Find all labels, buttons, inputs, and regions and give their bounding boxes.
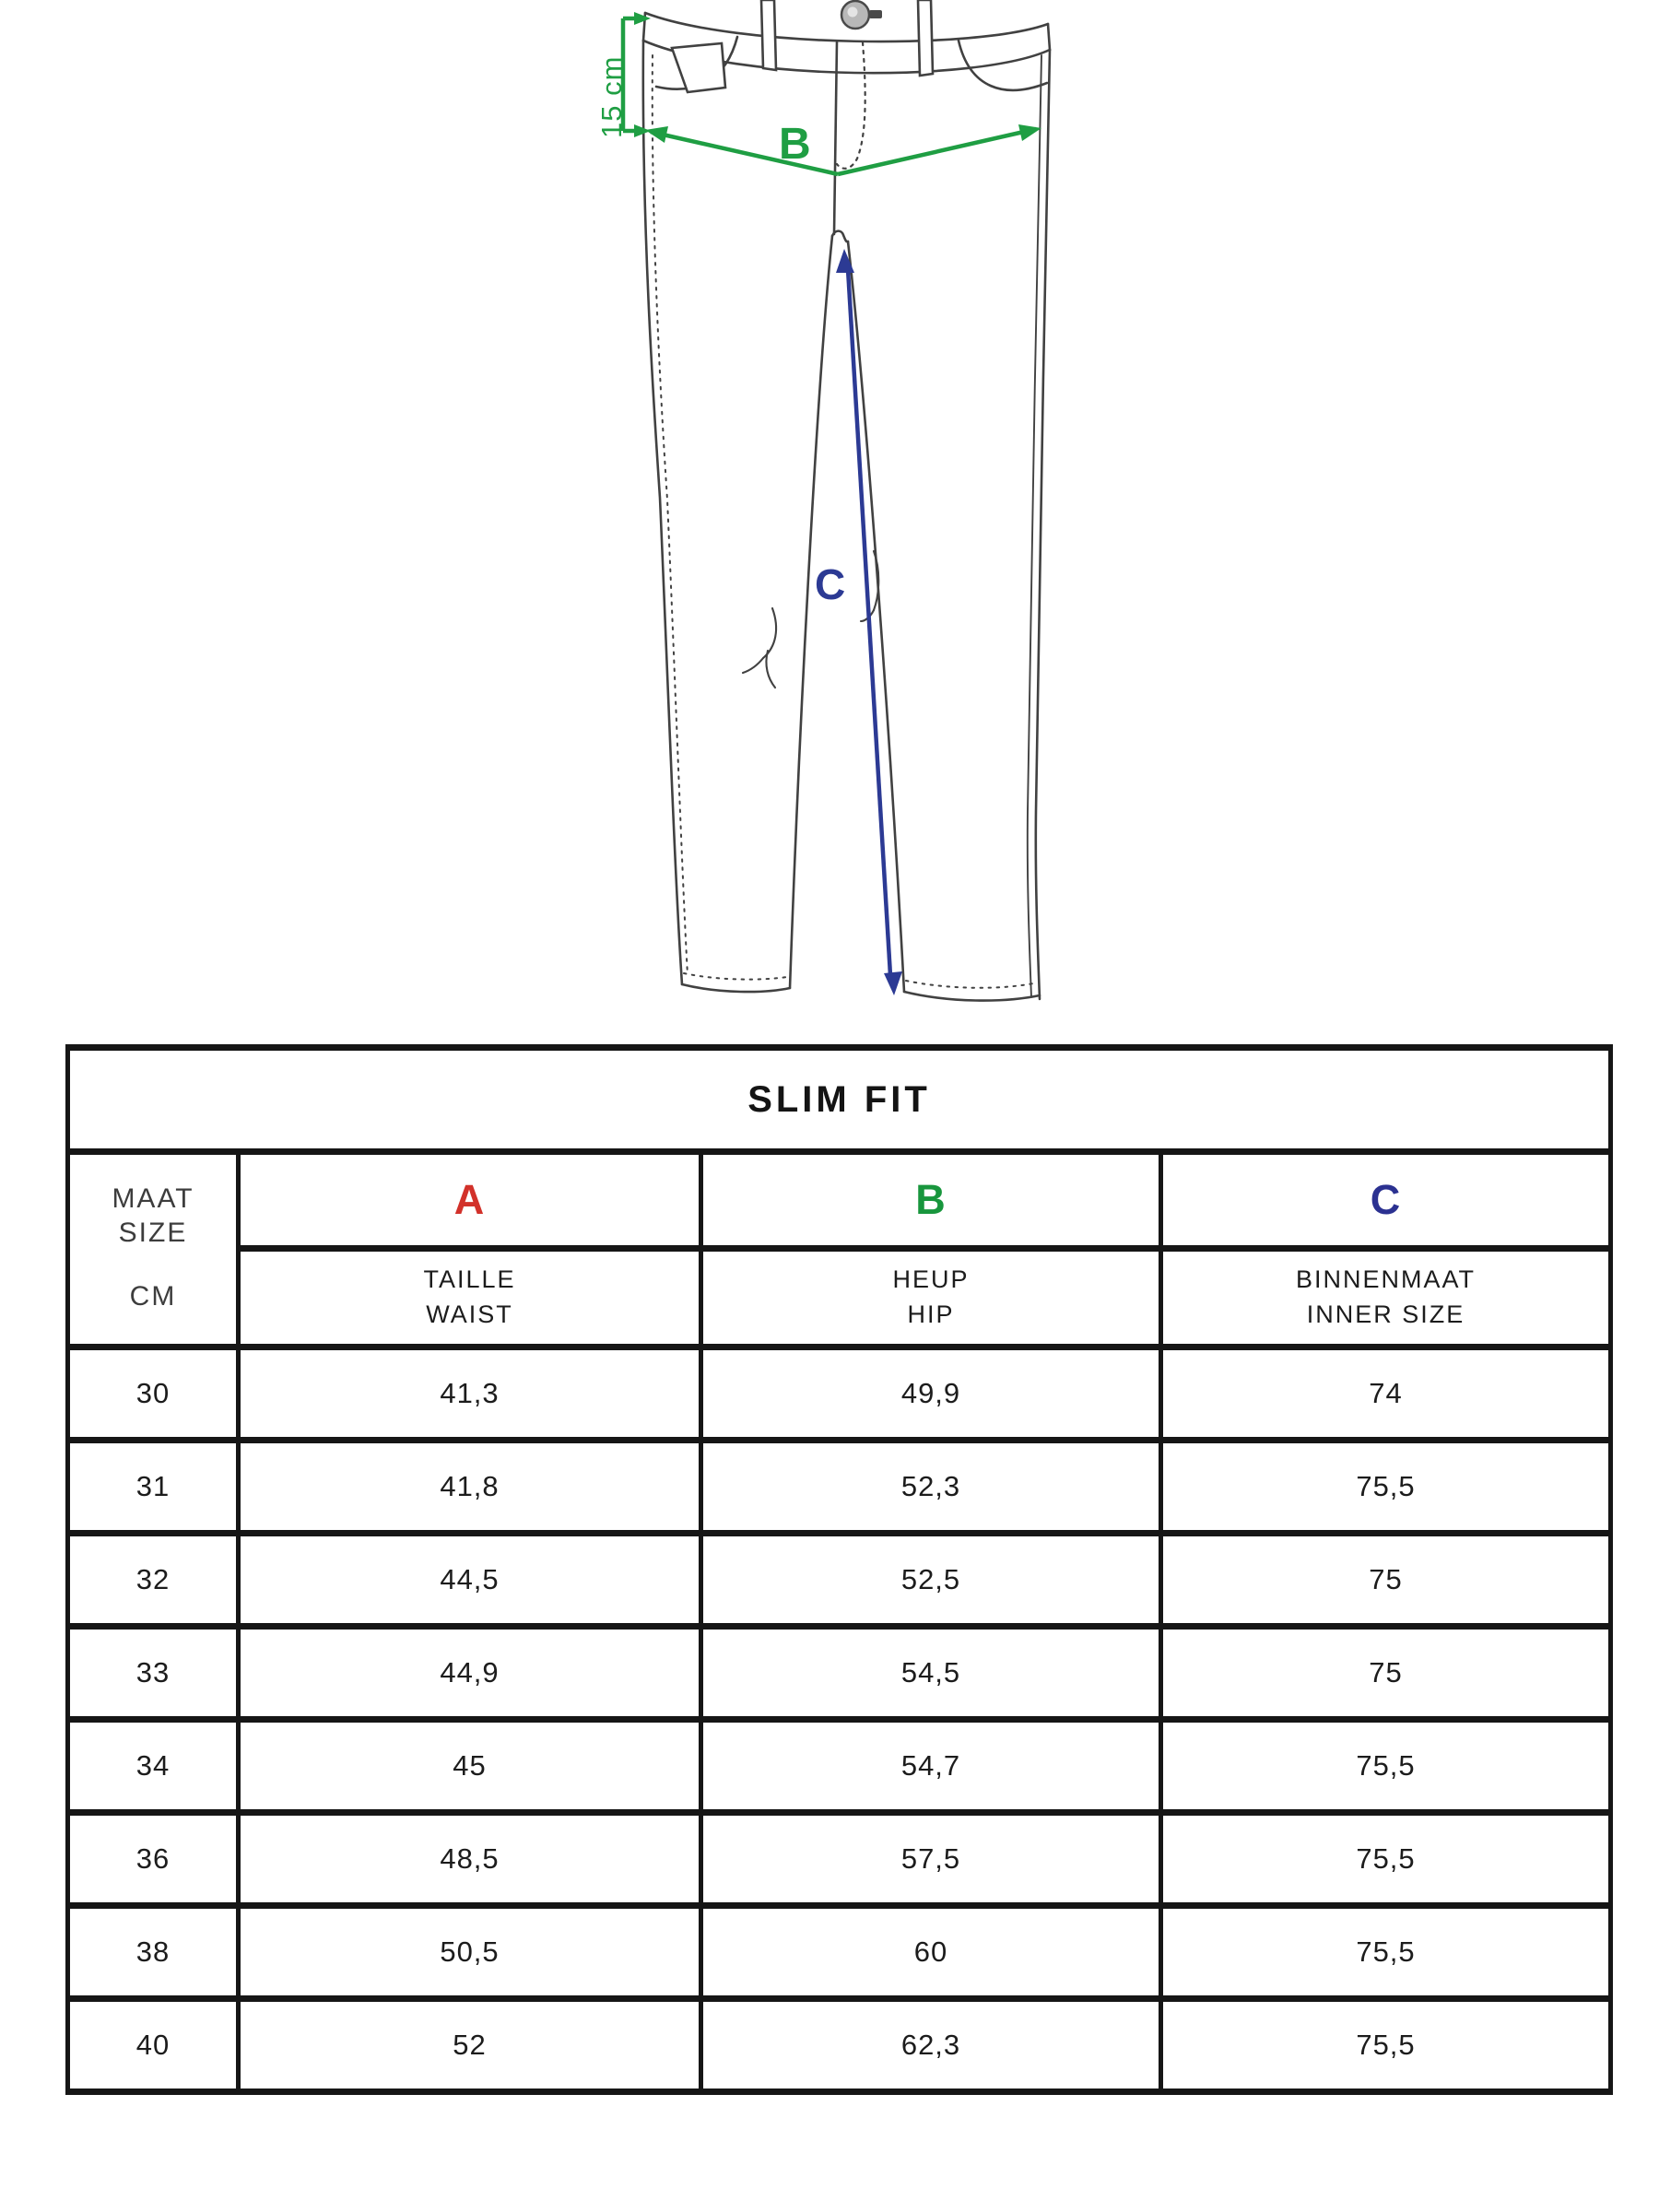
- corner-maat: MAAT: [112, 1183, 194, 1214]
- inner-size-value: 75,5: [1161, 1999, 1611, 2092]
- waist-value: 45: [239, 1720, 701, 1813]
- column-label-c: [1161, 1249, 1611, 1347]
- column-letter-a: A: [239, 1152, 701, 1249]
- hip-value: 57,5: [701, 1813, 1161, 1906]
- corner-size: SIZE: [118, 1217, 188, 1248]
- fold-marks: [743, 551, 878, 688]
- dim-c-label: C: [815, 560, 846, 608]
- column-label-a: [239, 1249, 701, 1347]
- table-title: SLIM FIT: [68, 1048, 1611, 1152]
- size-value: 38: [68, 1906, 239, 1999]
- hip-value: 49,9: [701, 1347, 1161, 1441]
- right-pocket: [959, 41, 1047, 90]
- label-hip: HIP: [907, 1300, 955, 1329]
- inner-size-value: 74: [1161, 1347, 1611, 1441]
- right-inseam: [848, 241, 904, 992]
- column-label-b: [701, 1249, 1161, 1347]
- size-table: [65, 1044, 1613, 2095]
- inner-size-value: 75,5: [1161, 1906, 1611, 1999]
- left-outer-seam: [643, 41, 682, 984]
- size-value: 32: [68, 1534, 239, 1627]
- hip-value: 54,7: [701, 1720, 1161, 1813]
- crotch-notch: [832, 231, 848, 242]
- table-row: [68, 1813, 1611, 1906]
- waist-value: 41,3: [239, 1347, 701, 1441]
- size-value: 34: [68, 1720, 239, 1813]
- size-value: 36: [68, 1813, 239, 1906]
- hem-left: [682, 973, 790, 992]
- label-waist: WAIST: [426, 1300, 513, 1329]
- left-inseam: [790, 236, 832, 988]
- table-row: [68, 1999, 1611, 2092]
- corner-unit: CM: [129, 1281, 177, 1312]
- coin-pocket: [672, 43, 725, 92]
- label-inner-size: INNER SIZE: [1306, 1300, 1465, 1329]
- inner-size-value: 75,5: [1161, 1720, 1611, 1813]
- pants-outline: [643, 0, 1050, 1001]
- waist-value: 52: [239, 1999, 701, 2092]
- inner-size-value: 75: [1161, 1627, 1611, 1720]
- inner-size-value: 75,5: [1161, 1441, 1611, 1534]
- waist-value: 44,9: [239, 1627, 701, 1720]
- table-row: [68, 1627, 1611, 1720]
- corner-cell: [68, 1152, 239, 1347]
- dim-15cm-label: 15 cm: [595, 55, 628, 138]
- hip-value: 54,5: [701, 1627, 1161, 1720]
- column-letter-c: C: [1161, 1152, 1611, 1249]
- table-row: [68, 1347, 1611, 1441]
- inner-size-value: 75,5: [1161, 1813, 1611, 1906]
- waist-value: 44,5: [239, 1534, 701, 1627]
- dim-b-label: B: [779, 120, 811, 169]
- hip-value: 52,3: [701, 1441, 1161, 1534]
- right-outer-seam-inner: [1028, 55, 1041, 997]
- label-binnenmaat: BINNENMAAT: [1296, 1265, 1477, 1294]
- label-heup: HEUP: [892, 1265, 970, 1294]
- size-value: 33: [68, 1627, 239, 1720]
- dim-c-arrow: [836, 249, 902, 995]
- hem-right: [904, 981, 1040, 1001]
- hip-value: 60: [701, 1906, 1161, 1999]
- table-row: [68, 1720, 1611, 1813]
- waist-value: 41,8: [239, 1441, 701, 1534]
- table-letter-row: [68, 1152, 1611, 1249]
- size-value: 31: [68, 1441, 239, 1534]
- hip-value: 62,3: [701, 1999, 1161, 2092]
- table-row: [68, 1906, 1611, 1999]
- left-outer-stitch: [653, 55, 688, 975]
- belt-loop-right: [918, 0, 933, 76]
- table-title-row: [68, 1048, 1611, 1152]
- inner-size-value: 75: [1161, 1534, 1611, 1627]
- label-taille: TAILLE: [423, 1265, 516, 1294]
- fly-stitch: [837, 42, 865, 169]
- table-row: [68, 1441, 1611, 1534]
- size-value: 40: [68, 1999, 239, 2092]
- dim-b-arrow: [645, 124, 1041, 174]
- table-label-row: [68, 1249, 1611, 1347]
- waist-value: 48,5: [239, 1813, 701, 1906]
- hip-value: 52,5: [701, 1534, 1161, 1627]
- table-row: [68, 1534, 1611, 1627]
- waist-value: 50,5: [239, 1906, 701, 1999]
- pants-diagram: [0, 0, 1659, 1051]
- belt-loop-left: [761, 0, 776, 70]
- button-icon: [841, 1, 882, 29]
- size-value: 30: [68, 1347, 239, 1441]
- column-letter-b: B: [701, 1152, 1161, 1249]
